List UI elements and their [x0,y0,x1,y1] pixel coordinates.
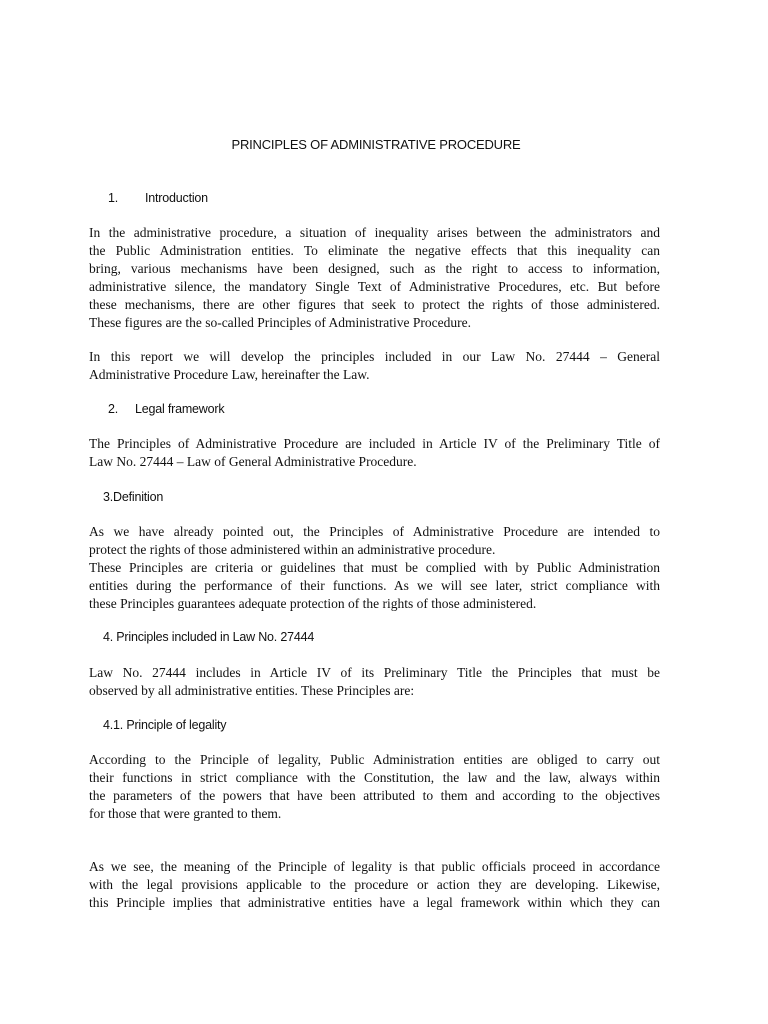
document-title: PRINCIPLES OF ADMINISTRATIVE PROCEDURE [231,137,521,152]
heading-legal-framework-text: Legal framework [135,402,225,416]
text-line: bring, various mechanisms have been designed, such as the right to access to information, [89,261,660,276]
text-line: the parameters of the powers that have been attributed to them and according to the objectives [89,788,660,803]
text-line: These Principles are criteria or guidelines that must be complied with by Public Administration [89,560,660,575]
paragraph-legality-2 [89,858,660,912]
text-line: Law No. 27444 includes in Article IV of its Preliminary Title the Principles that must be [89,665,660,680]
text-line: The Principles of Administrative Procedure are included in Article IV of the Preliminary Title of [89,436,660,451]
paragraph-principles-included [89,664,660,700]
text-line: In this report we will develop the principles included in our Law No. 27444 – General [89,349,660,364]
heading-introduction [108,191,208,205]
paragraph-legal-framework [89,435,660,471]
text-line: these mechanisms, there are other figures that seek to protect the rights of those administered. [89,297,660,312]
text-line: observed by all administrative entities. These Principles are: [89,683,415,698]
text-line: These figures are the so-called Principles of Administrative Procedure. [89,315,472,330]
text-line: According to the Principle of legality, Public Administration entities are obliged to carry out [89,752,660,767]
text-line: these Principles guarantees adequate protection of the rights of those administered. [89,596,537,611]
text-line: Law No. 27444 – Law of General Administrative Procedure. [89,454,417,469]
paragraph-legality-1 [89,751,660,823]
text-line: protect the rights of those administered within an administrative procedure. [89,542,496,557]
heading-principles-included: 4. Principles included in Law No. 27444 [103,630,315,644]
text-line: entities during the performance of their functions. As we will see later, strict compliance with [89,578,660,593]
heading-legal-framework [108,402,224,416]
paragraph-introduction-2 [89,348,660,384]
heading-definition: 3.Definition [103,490,164,504]
text-line: with the legal provisions applicable to the procedure or action they are developing. Likewise, [89,877,660,892]
paragraph-definition [89,523,660,613]
text-line: the Public Administration entities. To eliminate the negative effects that this inequality can [89,243,660,258]
heading-legal-framework-number: 2. [108,402,119,416]
text-line: for those that were granted to them. [89,806,282,821]
text-line: their functions in strict compliance with the Constitution, the law and the law, always within [89,770,660,785]
text-line: As we have already pointed out, the Principles of Administrative Procedure are intended to [89,524,660,539]
heading-introduction-number: 1. [108,191,119,205]
text-line: administrative silence, the mandatory Single Text of Administrative Procedures, etc. But before [89,279,660,294]
text-line: In the administrative procedure, a situation of inequality arises between the administrators and [89,225,660,240]
paragraph-introduction-1 [89,224,660,332]
heading-introduction-text: Introduction [145,191,208,205]
text-line: As we see, the meaning of the Principle of legality is that public officials proceed in accordance [89,859,660,874]
heading-principle-of-legality: 4.1. Principle of legality [103,718,227,732]
text-line: this Principle implies that administrative entities have a legal framework within which they can [89,895,660,910]
text-line: Administrative Procedure Law, hereinafter the Law. [89,367,370,382]
